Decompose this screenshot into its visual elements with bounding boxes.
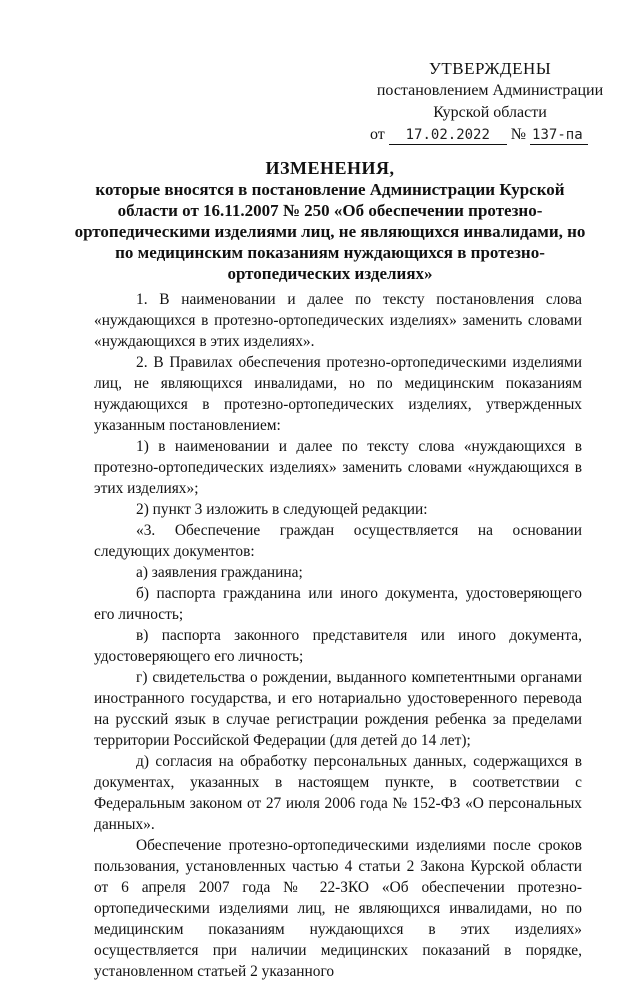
- document-body: [94, 289, 582, 982]
- paragraph-1: 1. В наименовании и далее по тексту постановления слова «нуждающихся в протезно-ортопедических изделиях» заменить словами «нуждающихся в этих изделиях».: [94, 291, 582, 350]
- approval-number: 137-па: [530, 127, 588, 145]
- title-main: ИЗМЕНЕНИЯ,: [265, 158, 395, 178]
- paragraph-4: 2) пункт 3 изложить в следующей редакции:: [136, 501, 428, 518]
- paragraph-7: б) паспорта гражданина или иного документа, удостоверяющего его личность;: [94, 585, 582, 623]
- document-title: [72, 158, 588, 284]
- approval-date-line: [360, 124, 620, 146]
- approval-line-2: Курской области: [433, 104, 547, 121]
- number-prefix: №: [510, 126, 527, 143]
- approval-block: [360, 58, 620, 146]
- paragraph-8: в) паспорта законного представителя или иного документа, удостоверяющего его личность;: [94, 627, 582, 665]
- paragraph-11: Обеспечение протезно-ортопедическими изделиями после сроков пользования, установленных частью 4 статьи 2 Закона Курской области от 6 апреля 2007 года № 22-ЗКО «Об обеспечении протезно-ортопедическими изделиями лиц, не являющихся инвалидами, но по медицинским показаниям нуждающихся в этих изделиях» осуществляется при наличии медицинских показаний в порядке, установленном статьей 2 указанного: [94, 837, 582, 980]
- paragraph-3: 1) в наименовании и далее по тексту слова «нуждающихся в протезно-ортопедических изделиях» заменить словами «нуждающихся в этих изделиях»;: [94, 438, 582, 497]
- approval-heading: УТВЕРЖДЕНЫ: [428, 59, 552, 78]
- title-subtitle: которые вносятся в постановление Администрации Курской области от 16.11.2007 № 250 «Об обеспечении протезно-ортопедическими изделиями лиц, не являющихся инвалидами, но по медицинским показаниям нуждающихся в протезно-ортопедических изделиях»: [74, 180, 586, 283]
- paragraph-5: «3. Обеспечение граждан осуществляется на основании следующих документов:: [94, 522, 582, 560]
- paragraph-10: д) согласия на обработку персональных данных, содержащихся в документах, указанных в настоящем пункте, в соответствии с Федеральным законом от 27 июля 2006 года № 152-ФЗ «О персональных данных».: [94, 753, 582, 833]
- paragraph-6: а) заявления гражданина;: [136, 564, 303, 581]
- approval-line-1: постановлением Администрации: [376, 82, 604, 99]
- date-prefix: от: [370, 126, 385, 143]
- paragraph-9: г) свидетельства о рождении, выданного компетентными органами иностранного государства, и его нотариально удостоверенного перевода на русский язык в случае регистрации рождения ребенка за пределами территории Российской Федерации (для детей до 14 лет);: [94, 669, 582, 749]
- approval-date: 17.02.2022: [389, 127, 507, 145]
- paragraph-2: 2. В Правилах обеспечения протезно-ортопедическими изделиями лиц, не являющихся инвалидами, но по медицинским показаниям нуждающихся в протезно-ортопедических изделиях, утвержденных указанным постановлением:: [94, 354, 582, 434]
